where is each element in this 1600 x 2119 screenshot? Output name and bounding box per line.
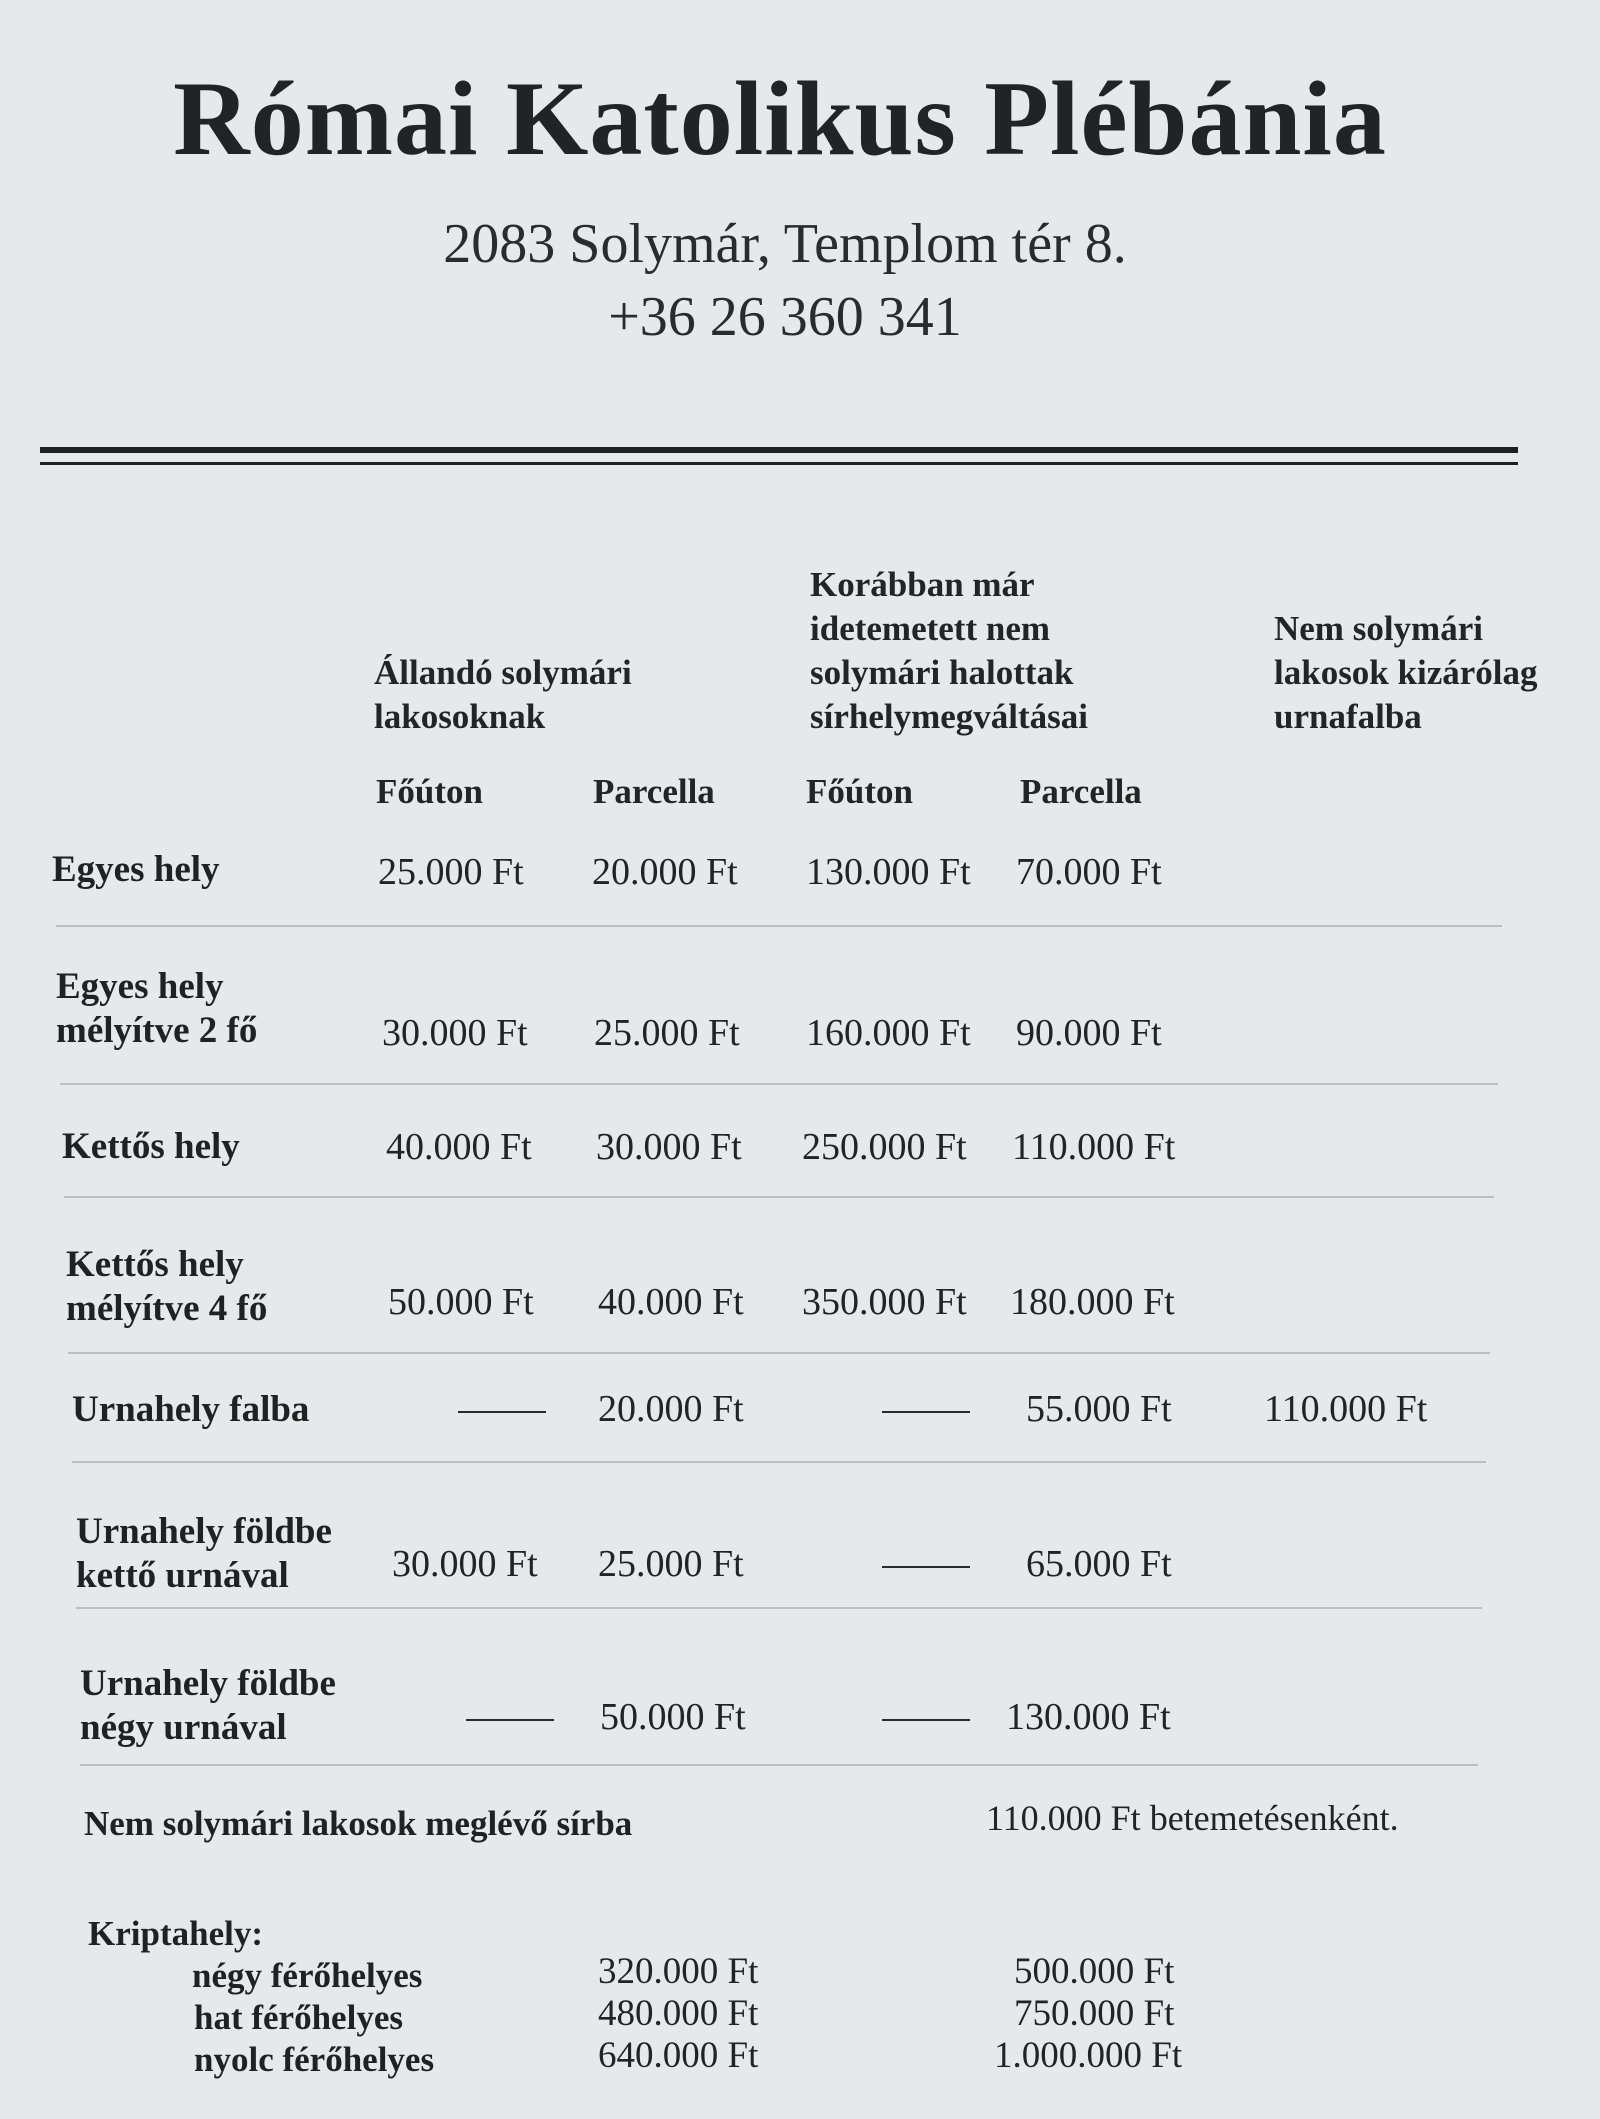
price-cell: 50.000 Ft [600,1696,746,1738]
note-value: 110.000 Ft betemetésenként. [986,1798,1399,1838]
price-cell: 250.000 Ft [802,1126,967,1168]
crypt-price-resident: 480.000 Ft [598,1993,759,2034]
row-separator [76,1607,1482,1609]
address: 2083 Solymár, Templom tér 8. [443,213,1127,275]
subheader-parcella-1: Parcella [593,772,715,811]
price-cell: 70.000 Ft [1016,851,1162,893]
price-cell: 130.000 Ft [1006,1696,1171,1738]
crypt-title: Kriptahely: [88,1914,263,1953]
column-header-residents: Állandó solymári lakosoknak [374,653,632,736]
price-cell: 20.000 Ft [598,1388,744,1430]
row-label: Urnahely földbe négy urnával [80,1663,336,1748]
row-separator [80,1764,1478,1766]
crypt-price-resident: 320.000 Ft [598,1951,759,1992]
price-cell: 65.000 Ft [1026,1543,1172,1585]
price-cell: 350.000 Ft [802,1281,967,1323]
price-cell: 20.000 Ft [592,851,738,893]
price-cell: 40.000 Ft [386,1126,532,1168]
row-separator [68,1352,1490,1354]
price-cell: 25.000 Ft [594,1012,740,1054]
price-cell: 30.000 Ft [596,1126,742,1168]
crypt-item-label: hat férőhelyes [194,1998,403,2037]
column-header-former: Korábban már idetemetett nem solymári halottak sírhelymegváltásai [810,565,1089,736]
crypt-price-resident: 640.000 Ft [598,2035,759,2076]
crypt-item-label: nyolc férőhelyes [194,2040,435,2079]
header-rule-thick [40,447,1518,453]
row-separator [56,925,1502,927]
price-cell: 110.000 Ft [1012,1126,1176,1168]
crypt-price-other: 750.000 Ft [1014,1993,1175,2034]
row-separator [72,1461,1486,1463]
row-label: Egyes hely mélyítve 2 fő [56,966,258,1051]
row-label: Egyes hely [52,849,220,890]
row-label: Urnahely falba [72,1389,310,1430]
row-label: Kettős hely [62,1126,240,1167]
subheader-parcella-2: Parcella [1020,772,1142,811]
row-label: Urnahely földbe kettő urnával [76,1511,332,1596]
price-cell: 25.000 Ft [598,1543,744,1585]
column-header-nonresidents: Nem solymári lakosok kizárólag urnafalba [1274,609,1538,736]
price-cell: 160.000 Ft [806,1012,971,1054]
price-cell: 110.000 Ft [1264,1388,1428,1430]
price-cell: 30.000 Ft [382,1012,528,1054]
price-cell: 130.000 Ft [806,851,971,893]
price-cell: 90.000 Ft [1016,1012,1162,1054]
empty-dash [882,1411,970,1413]
price-cell: 40.000 Ft [598,1281,744,1323]
row-separator [64,1196,1494,1198]
row-separator [60,1083,1498,1085]
crypt-price-other: 1.000.000 Ft [994,2035,1183,2076]
page-title: Római Katolikus Plébánia [173,60,1387,177]
subheader-fouton-1: Főúton [376,772,483,811]
crypt-item-label: négy férőhelyes [192,1956,423,1995]
header-rule-thin [40,462,1518,465]
phone-number: +36 26 360 341 [608,286,962,348]
empty-dash [882,1719,970,1721]
empty-dash [466,1719,554,1721]
price-cell: 50.000 Ft [388,1281,534,1323]
price-cell: 30.000 Ft [392,1543,538,1585]
subheader-fouton-2: Főúton [806,772,913,811]
note-label: Nem solymári lakosok meglévő sírba [84,1804,633,1843]
empty-dash [882,1566,970,1568]
price-cell: 55.000 Ft [1026,1388,1172,1430]
price-cell: 180.000 Ft [1010,1281,1175,1323]
crypt-price-other: 500.000 Ft [1014,1951,1175,1992]
row-label: Kettős hely mélyítve 4 fő [66,1244,268,1329]
price-cell: 25.000 Ft [378,851,524,893]
empty-dash [458,1411,546,1413]
